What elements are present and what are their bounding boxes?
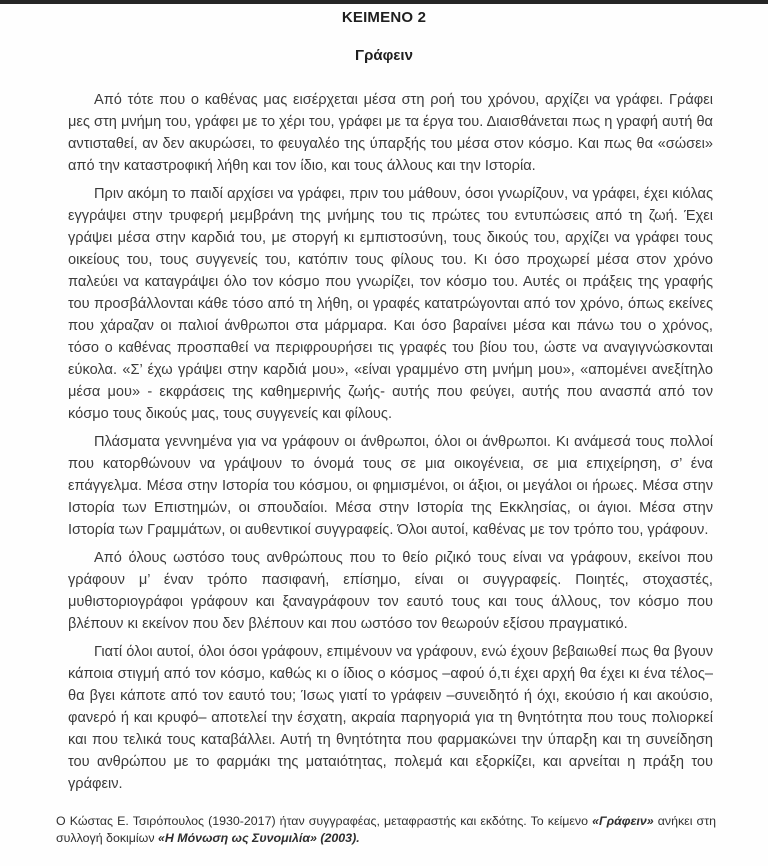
- text-body: [68, 89, 713, 795]
- section-heading: ΚΕΙΜΕΝΟ 2: [341, 9, 427, 26]
- source-note-title: «Γράφειν»: [592, 814, 654, 828]
- paragraph-5: Γιατί όλοι αυτοί, όλοι όσοι γράφουν, επιμένουν να γράφουν, ενώ έχουν βεβαιωθεί πως θα βγουν κάποια στιγμή από τον κόσμο, καθώς κι ο ίδιος ο κόσμος –αφού ό,τι έχει αρχή θα έχει κι ένα τέλος– θα βγει κάποτε από τον εαυτό του; Ίσως γιατί το γράφειν –συνειδητό ή όχι, εκούσιο ή και ακούσιο, φανερό ή και κρυφό– αποτελεί την έσχατη, ακραία παρηγοριά για τη θνητότητα που τους πολιορκεί και που τελικά τους καταβάλλει. Αυτή τη θνητότητα που φαρμακώνει την ύπαρξη και τη συνείδηση του ανθρώπου με το φαρμάκι της ματαιότητας, πολεμά και εξορκίζει, και αρνείται η πράξη του γράφειν.: [68, 644, 713, 792]
- source-note: [56, 813, 716, 847]
- source-note-text: Ο Κώστας Ε. Τσιρόπουλος (1930-2017) ήταν συγγραφέας, μεταφραστής και εκδότης. Το κείμενο: [56, 814, 593, 828]
- paragraph-1: Από τότε που ο καθένας μας εισέρχεται μέσα στη ροή του χρόνου, αρχίζει να γράφει. Γράφει μες στη μνήμη του, γράφει με το χέρι του, γράφει με τα έργα του. Διαισθάνεται πως η γραφή αυτή θα αντισταθεί, αν δεν ακυρώσει, το φευγαλέο της ύπαρξής του μέσα στον κόσμο. Και πως θα «σώσει» από την καταστροφική λήθη και τον ίδιο, και τους άλλους και την Ιστορία.: [68, 92, 713, 174]
- source-note-year: (2003).: [316, 831, 360, 845]
- text-title: Γράφειν: [355, 47, 413, 64]
- paragraph-4: Από όλους ωστόσο τους ανθρώπους που το θείο ριζικό τους είναι να γράφουν, εκείνοι που γράφουν μ’ έναν τρόπο πασιφανή, επίσημο, είναι οι συγγραφείς. Ποιητές, στοχαστές, μυθιστοριογράφοι γράφουν και ξαναγράφουν τον εαυτό τους και τους άλλους, τον κόσμο που βλέπουν κι εκείνον που δεν βλέπουν και που ωστόσο τον θεωρούν εξίσου πραγματικό.: [68, 550, 713, 632]
- paragraph-3: Πλάσματα γεννημένα για να γράφουν οι άνθρωποι, όλοι οι άνθρωποι. Κι ανάμεσά τους πολλοί που κατορθώνουν να γράψουν το όνομά τους σε μια οικογένεια, σε μια επιχείρηση, σ’ ένα επάγγελμα. Μέσα στην Ιστορία του κόσμου, οι φημισμένοι, οι άξιοι, οι μεγάλοι οι ήρωες. Μέσα στην Ιστορία των Επιστημών, οι σπουδαίοι. Μέσα στην Ιστορία της Εκκλησίας, οι άγιοι. Μέσα στην Ιστορία των Γραμμάτων, οι αυθεντικοί συγγραφείς. Όλοι αυτοί, καθένας με τον τρόπο του, γράφουν.: [68, 434, 713, 538]
- page-top-edge: [0, 0, 768, 4]
- paragraph-2: Πριν ακόμη το παιδί αρχίσει να γράφει, πριν του μάθουν, όσοι γνωρίζουν, να γράφει, έχει κιόλας εγγράψει στην τρυφερή μεμβράνη της μνήμης του τις πρώτες του εντυπώσεις από τη ζωή. Έχει γράψει μέσα στην καρδιά του, με στοργή κι εμπιστοσύνη, τους δικούς του, αρχίζει να γράφει τους οικείους του, τους συγγενείς του, κατόπιν τους φίλους του. Κι όσο προχωρεί μέσα στον χρόνο παλεύει να καταγράψει όλο τον κόσμο που γνωρίζει, τον κόσμο του. Αυτές οι πράξεις της γραφής του προσβάλλονται κάθε τόσο από τη λήθη, οι γραφές κατατρώγονται από τον χρόνο, όπως εκείνες που χάραζαν οι παλιοί άνθρωποι στα μάρμαρα. Και όσο βαραίνει μέσα και πάνω του ο χρόνος, τόσο ο καθένας προσπαθεί να περιφρουρήσει τις γραφές του βίου του, ώστε να αναγιγνώσκονται εύκολα. «Σ’ έχω γράψει στην καρδιά μου», «είναι γραμμένο στη μνήμη μου», «απομένει ανεξίτηλο μέσα μου» - εκφράσεις της καθημερινής ζωής- αυτής που φεύγει, αυτής που ανασπά από τον κόσμο τους δικούς μας, τους συγγενείς και φίλους.: [68, 186, 713, 422]
- source-note-text: ανήκει στη συλλογή δοκιμίων: [56, 814, 716, 845]
- source-note-collection: «Η Μόνωση ως Συνομιλία»: [158, 831, 317, 845]
